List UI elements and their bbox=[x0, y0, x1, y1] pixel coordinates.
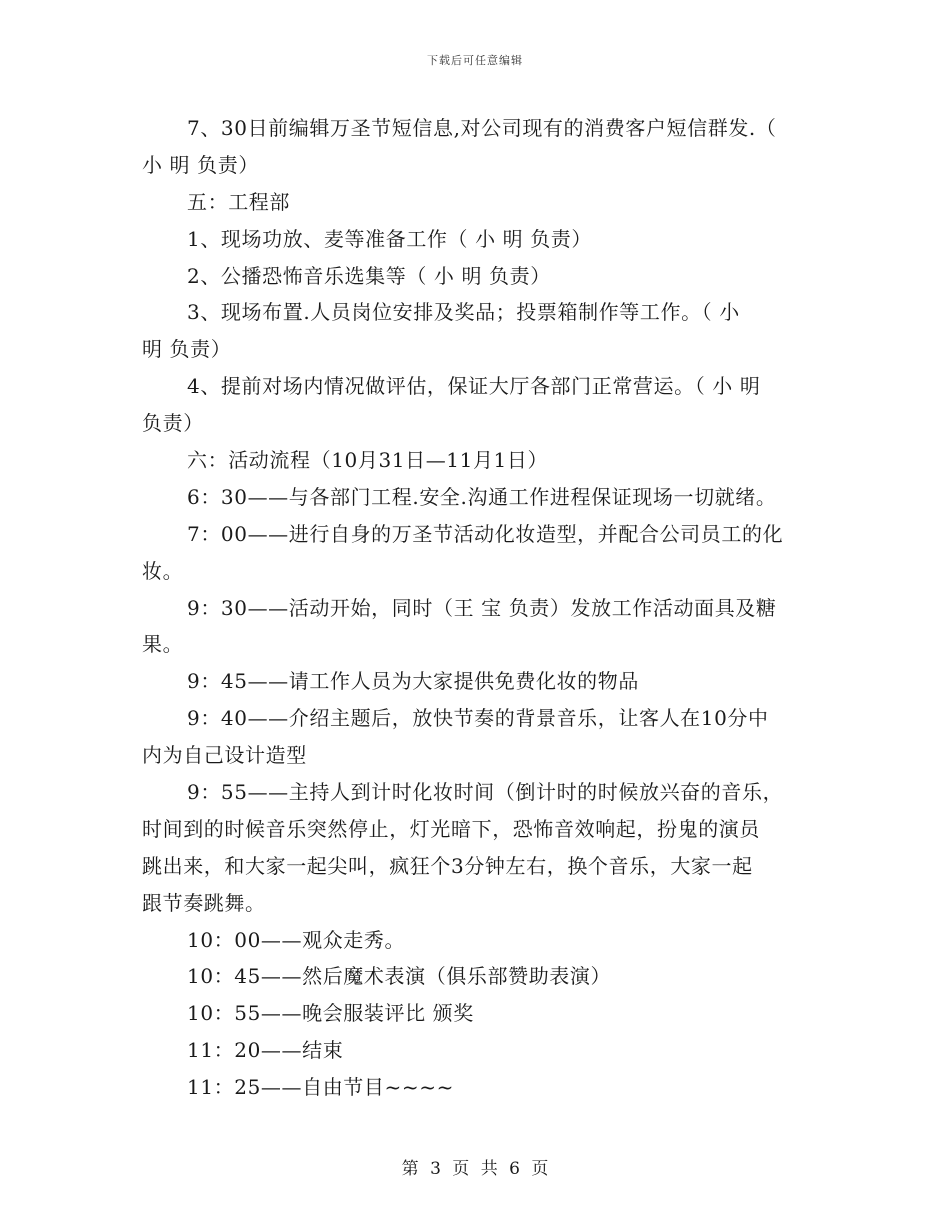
body-line: 3、现场布置.人员岗位安排及奖品；投票箱制作等工作。（ 小 bbox=[187, 300, 740, 325]
body-line: 明 负责） bbox=[142, 337, 232, 362]
body-line: 妆。 bbox=[142, 558, 184, 583]
body-line: 11：25——自由节目~~~~ bbox=[187, 1075, 454, 1100]
body-line: 7：00——进行自身的万圣节活动化妆造型，并配合公司员工的化 bbox=[187, 521, 784, 546]
body-line: 11：20——结束 bbox=[187, 1038, 344, 1063]
body-line: 时间到的时候音乐突然停止，灯光暗下，恐怖音效响起，扮鬼的演员 bbox=[142, 816, 760, 841]
body-line: 1、现场功放、麦等准备工作（ 小 明 负责） bbox=[187, 226, 592, 251]
body-line: 9：55——主持人到计时化妆时间（倒计时的时候放兴奋的音乐， bbox=[187, 780, 784, 805]
body-line: 4、提前对场内情况做评估，保证大厅各部门正常营运。（ 小 明 bbox=[187, 374, 761, 399]
body-line: 跟节奏跳舞。 bbox=[142, 890, 266, 915]
body-line: 果。 bbox=[142, 632, 184, 657]
body-line: 2、公播恐怖音乐选集等（ 小 明 负责） bbox=[187, 263, 551, 288]
body-line: 7、30日前编辑万圣节短信息,对公司现有的消费客户短信群发.（ bbox=[187, 116, 777, 140]
page-header: 下载后可任意编辑 bbox=[427, 54, 523, 67]
body-line: 9：30——活动开始，同时（王 宝 负责）发放工作活动面具及糖 bbox=[187, 595, 777, 620]
body-line: 小 明 负责） bbox=[142, 152, 259, 177]
body-line: 9：40——介绍主题后，放快节奏的背景音乐，让客人在10分中 bbox=[187, 706, 769, 731]
body-line: 6：30——与各部门工程.安全.沟通工作进程保证现场一切就绪。 bbox=[187, 484, 777, 509]
body-line: 9：45——请工作人员为大家提供免费化妆的物品 bbox=[187, 669, 639, 694]
body-line: 内为自己设计造型 bbox=[142, 743, 307, 768]
body-line: 跳出来，和大家一起尖叫，疯狂个3分钟左右，换个音乐，大家一起 bbox=[142, 853, 753, 878]
body-line: 10：45——然后魔术表演（俱乐部赞助表演） bbox=[187, 964, 612, 989]
body-line: 10：00——观众走秀。 bbox=[187, 927, 406, 952]
page-number-footer: 第 3 页 共 6 页 bbox=[401, 1159, 549, 1179]
body-line: 10：55——晚会服装评比 颁奖 bbox=[187, 1001, 474, 1026]
body-line: 五：工程部 bbox=[187, 189, 290, 214]
body-line: 六：活动流程（10月31日—11月1日） bbox=[187, 448, 549, 473]
document-body bbox=[142, 110, 810, 1106]
body-line: 负责） bbox=[142, 411, 204, 436]
